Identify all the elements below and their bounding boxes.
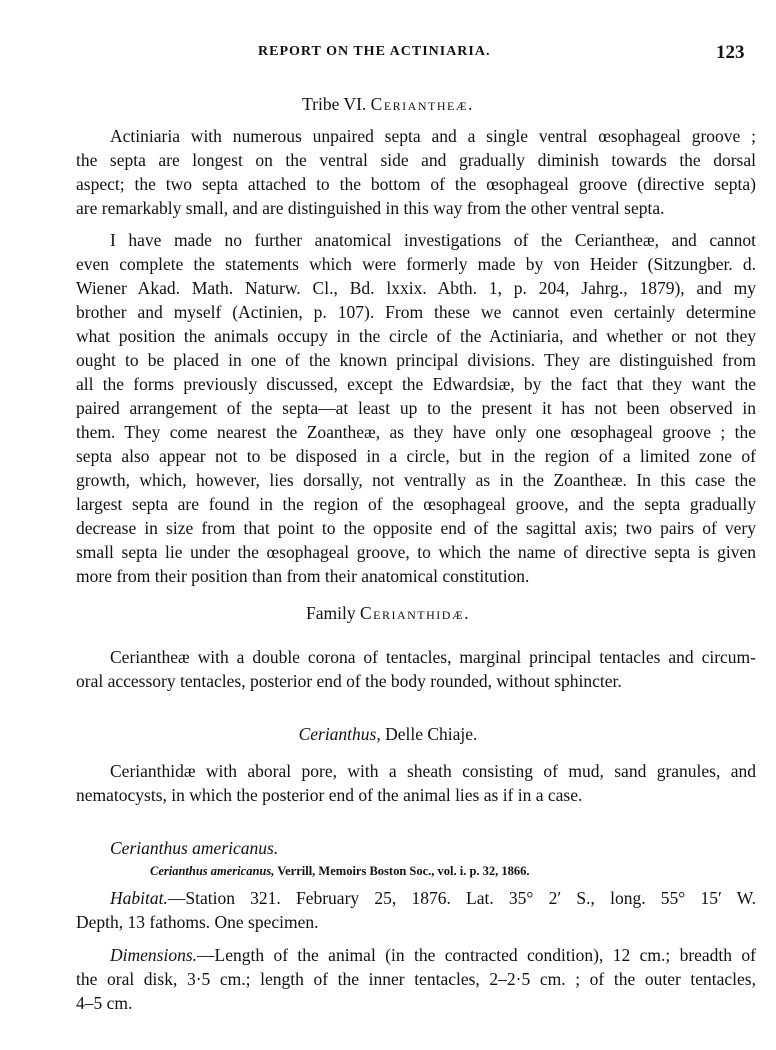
running-head: REPORT ON THE ACTINIARIA. <box>258 44 491 59</box>
dimensions-text: —Length of the animal (in the contracted condition), 12 cm.; breadth of <box>197 945 756 965</box>
text-line <box>76 886 756 910</box>
text-line: aspect; the two septa attached to the bottom of the œsophageal groove (directive septa) <box>76 174 756 194</box>
text-line: septa also appear not to be disposed in a circle, but in the region of a limited zone of <box>76 446 756 466</box>
text-line: Actiniaria with numerous unpaired septa and a single ventral œsophageal groove ; <box>110 126 756 146</box>
text-line: what position the animals occupy in the circle of the Actiniaria, and whether or not they <box>76 326 756 346</box>
dimensions-paragraph <box>76 943 756 1015</box>
text-line: Ceriantheæ with a double corona of tentacles, marginal principal tentacles and circum- <box>110 647 756 667</box>
text-line: oral accessory tentacles, posterior end of the body rounded, without sphincter. <box>76 671 622 691</box>
habitat-label: Habitat. <box>110 888 168 908</box>
tribe-name: Ceriantheæ. <box>370 94 474 114</box>
species-heading: Cerianthus americanus. <box>110 838 279 858</box>
text-line: small septa lie under the œsophageal groove, to which the name of directive septa is given <box>76 542 756 562</box>
text-line: all the forms previously discussed, except the Edwardsiæ, by the fact that they want the <box>76 374 756 394</box>
text-line: them. They come nearest the Zoantheæ, as they have only one œsophageal groove ; the <box>76 422 756 442</box>
tribe-heading <box>0 94 776 115</box>
tribe-prefix: Tribe VI. <box>302 94 367 114</box>
family-heading <box>0 603 776 624</box>
text-line: 4–5 cm. <box>76 993 133 1013</box>
genus-name: Cerianthus, <box>298 724 381 744</box>
genus-heading <box>0 724 776 745</box>
text-line: growth, which, however, lies dorsally, not ventrally as in the Zoantheæ. In this case the <box>76 470 756 490</box>
dimensions-label: Dimensions. <box>110 945 198 965</box>
text-line <box>76 943 756 967</box>
text-line: Cerianthidæ with aboral pore, with a sheath consisting of mud, sand granules, and <box>110 761 756 781</box>
text-line: decrease in size from that point to the opposite end of the sagittal axis; two pairs of very <box>76 518 756 538</box>
paragraph-family-definition <box>76 645 756 693</box>
text-line: Wiener Akad. Math. Naturw. Cl., Bd. lxxix. Abth. 1, p. 204, Jahrg., 1879), and my <box>76 278 756 298</box>
text-line: paired arrangement of the septa—at least up to the present it has not been observed in <box>76 398 756 418</box>
text-line: the septa are longest on the ventral side and gradually diminish towards the dorsal <box>76 150 756 170</box>
page-number: 123 <box>716 42 745 63</box>
text-line: the oral disk, 3·5 cm.; length of the inner tentacles, 2–2·5 cm. ; of the outer tentacles, <box>76 969 756 989</box>
text-line: nematocysts, in which the posterior end of the animal lies as if in a case. <box>76 785 583 805</box>
text-line: largest septa are found in the region of the œsophageal groove, and the septa gradually <box>76 494 756 514</box>
family-name: Cerianthidæ. <box>359 603 470 623</box>
text-line: ought to be placed in one of the known principal divisions. They are distinguished from <box>76 350 756 370</box>
species-citation <box>150 864 530 879</box>
text-line: more from their position than from their anatomical constitution. <box>76 566 530 586</box>
text-line: even complete the statements which were formerly made by von Heider (Sitzungber. d. <box>76 254 756 274</box>
text-line: are remarkably small, and are distinguished in this way from the other ventral septa. <box>76 198 665 218</box>
citation-reference: Verrill, Memoirs Boston Soc., vol. i. p. 32, 1866. <box>274 864 530 878</box>
habitat-paragraph <box>76 886 756 934</box>
family-prefix: Family <box>305 603 356 623</box>
text-line: I have made no further anatomical investigations of the Ceriantheæ, and cannot <box>110 230 756 250</box>
habitat-text: —Station 321. February 25, 1876. Lat. 35° 2′ S., long. 55° 15′ W. <box>167 888 756 908</box>
paragraph-discussion <box>76 228 756 588</box>
genus-author: Delle Chiaje. <box>380 724 478 744</box>
paragraph-genus-definition <box>76 759 756 807</box>
text-line: brother and myself (Actinien, p. 107). From these we cannot even certainly determine <box>76 302 756 322</box>
paragraph-tribe-definition <box>76 124 756 220</box>
text-line: Depth, 13 fathoms. One specimen. <box>76 912 319 932</box>
citation-name: Cerianthus americanus, <box>150 864 275 878</box>
